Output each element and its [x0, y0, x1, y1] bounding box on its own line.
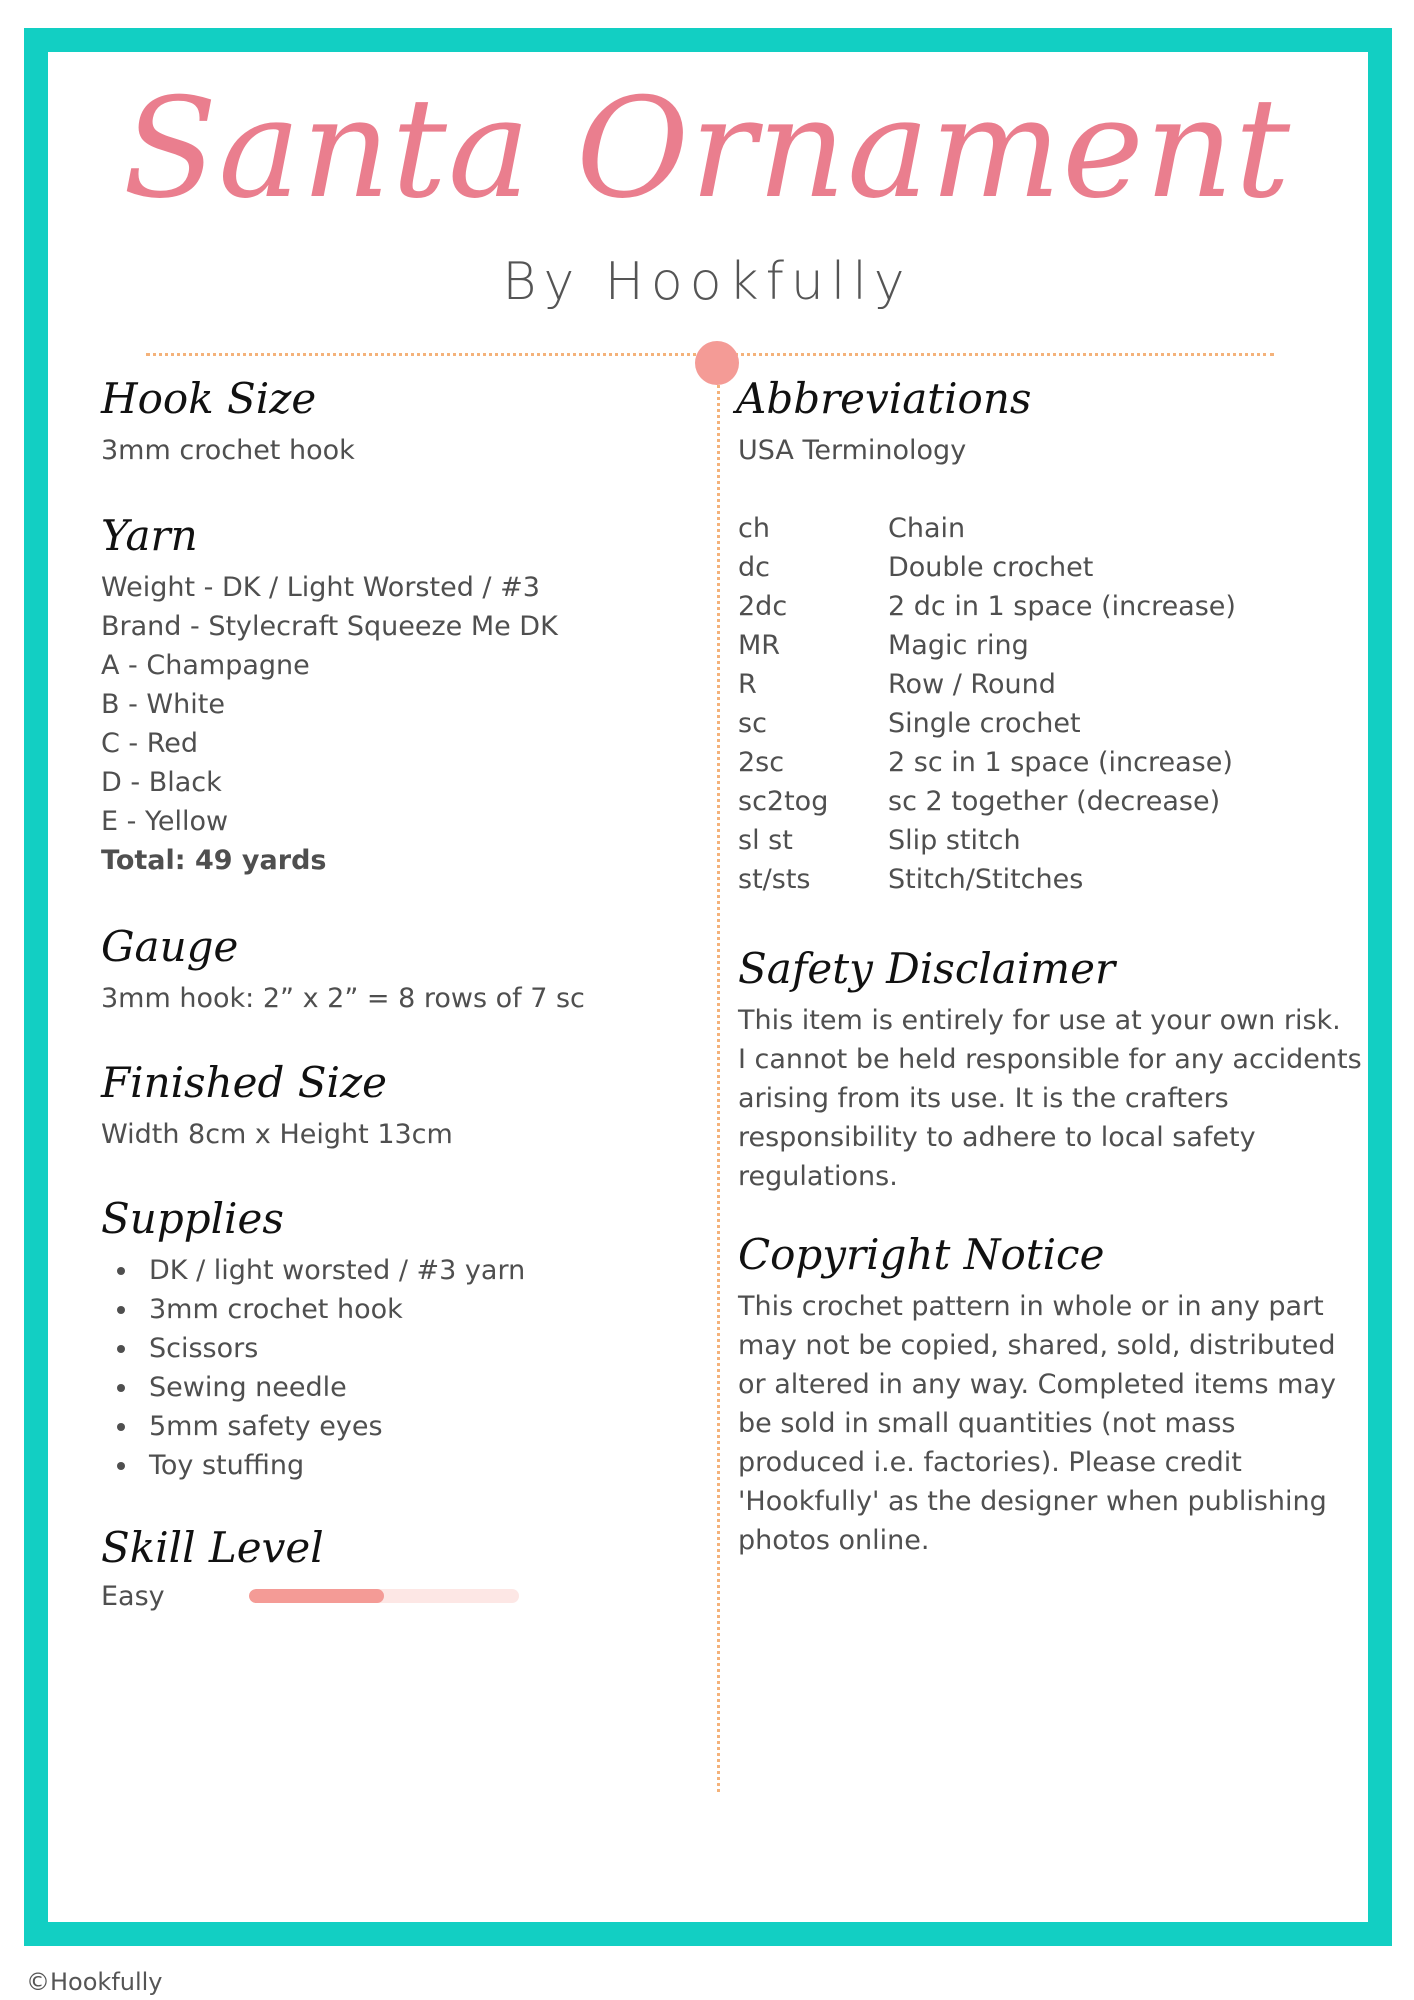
skill-level-fill [249, 1589, 384, 1603]
abbr-key: R [738, 669, 757, 700]
safety-line: arising from its use. It is the crafters [738, 1083, 1229, 1114]
abbr-meaning: sc 2 together (decrease) [888, 786, 1221, 817]
list-item: 5mm safety eyes [101, 1407, 525, 1446]
safety-line: regulations. [738, 1161, 898, 1192]
table-row [738, 665, 1236, 704]
abbr-meaning: Row / Round [888, 669, 1056, 700]
table-row [738, 626, 1236, 665]
list-item: Toy stuffing [101, 1446, 525, 1485]
copyright-line: or altered in any way. Completed items may [738, 1369, 1336, 1400]
yarn-list [101, 568, 558, 880]
footer-copyright: ©Hookfully [26, 1968, 163, 1996]
copyright-line: 'Hookfully' as the designer when publishing [738, 1486, 1327, 1517]
abbr-key: MR [738, 630, 781, 661]
yarn-line: Weight - DK / Light Worsted / #3 [101, 572, 540, 603]
yarn-line: D - Black [101, 767, 222, 798]
gauge-heading: Gauge [101, 922, 239, 971]
abbr-key: st/sts [738, 864, 811, 895]
table-row [738, 782, 1236, 821]
vertical-divider [717, 362, 720, 1792]
table-row [738, 509, 1236, 548]
list-item: DK / light worsted / #3 yarn [101, 1251, 525, 1290]
yarn-line: A - Champagne [101, 650, 310, 681]
abbr-key: ch [738, 513, 770, 544]
yarn-heading: Yarn [101, 511, 198, 560]
abbr-meaning: 2 sc in 1 space (increase) [888, 747, 1233, 778]
abbr-meaning: Chain [888, 513, 966, 544]
list-item: Scissors [101, 1329, 525, 1368]
finished-size-text: Width 8cm x Height 13cm [101, 1119, 453, 1150]
abbr-meaning: Magic ring [888, 630, 1029, 661]
page-subtitle: By Hookfully [502, 252, 912, 312]
abbr-key: dc [738, 552, 770, 583]
hook-size-text: 3mm crochet hook [101, 435, 355, 466]
copyright-text [738, 1287, 1336, 1560]
hook-size-heading: Hook Size [101, 374, 317, 423]
abbr-key: sc2tog [738, 786, 829, 817]
skill-level-bar [249, 1589, 519, 1603]
table-row [738, 860, 1236, 899]
gauge-text: 3mm hook: 2” x 2” = 8 rows of 7 sc [101, 983, 585, 1014]
yarn-line: E - Yellow [101, 806, 229, 837]
list-item: 3mm crochet hook [101, 1290, 525, 1329]
table-row [738, 548, 1236, 587]
list-item: Sewing needle [101, 1368, 525, 1407]
skill-level-heading: Skill Level [101, 1523, 324, 1572]
safety-line: responsibility to adhere to local safety [738, 1122, 1256, 1153]
abbreviations-heading: Abbreviations [736, 374, 1032, 423]
yarn-total: Total: 49 yards [101, 845, 327, 876]
table-row [738, 821, 1236, 860]
abbreviations-table [738, 509, 1236, 899]
abbr-meaning: Stitch/Stitches [888, 864, 1084, 895]
yarn-line: B - White [101, 689, 225, 720]
copyright-line: photos online. [738, 1525, 930, 1556]
safety-text [738, 1001, 1362, 1196]
skill-level-text: Easy [101, 1581, 165, 1612]
copyright-line: be sold in small quantities (not mass [738, 1408, 1236, 1439]
terminology-text: USA Terminology [738, 435, 967, 466]
safety-heading: Safety Disclaimer [738, 944, 1116, 993]
yarn-line: C - Red [101, 728, 199, 759]
abbr-key: 2dc [738, 591, 788, 622]
abbr-meaning: Double crochet [888, 552, 1094, 583]
divider-dot [695, 341, 739, 385]
copyright-heading: Copyright Notice [738, 1230, 1105, 1279]
supplies-list [101, 1251, 525, 1485]
yarn-line: Brand - Stylecraft Squeeze Me DK [101, 611, 558, 642]
table-row [738, 704, 1236, 743]
page-title: Santa Ornament [122, 68, 1292, 229]
abbr-key: sc [738, 708, 767, 739]
abbr-key: sl st [738, 825, 793, 856]
copyright-line: This crochet pattern in whole or in any part [738, 1291, 1324, 1322]
finished-size-heading: Finished Size [101, 1058, 387, 1107]
supplies-list-wrap [101, 1251, 525, 1485]
table-row [738, 587, 1236, 626]
abbr-meaning: 2 dc in 1 space (increase) [888, 591, 1236, 622]
abbr-meaning: Slip stitch [888, 825, 1021, 856]
safety-line: I cannot be held responsible for any accidents [738, 1044, 1362, 1075]
table-row [738, 743, 1236, 782]
copyright-line: produced i.e. factories). Please credit [738, 1447, 1242, 1478]
abbr-key: 2sc [738, 747, 785, 778]
copyright-line: may not be copied, shared, sold, distributed [738, 1330, 1336, 1361]
safety-line: This item is entirely for use at your own risk. [738, 1005, 1341, 1036]
abbr-meaning: Single crochet [888, 708, 1081, 739]
supplies-heading: Supplies [101, 1194, 284, 1243]
